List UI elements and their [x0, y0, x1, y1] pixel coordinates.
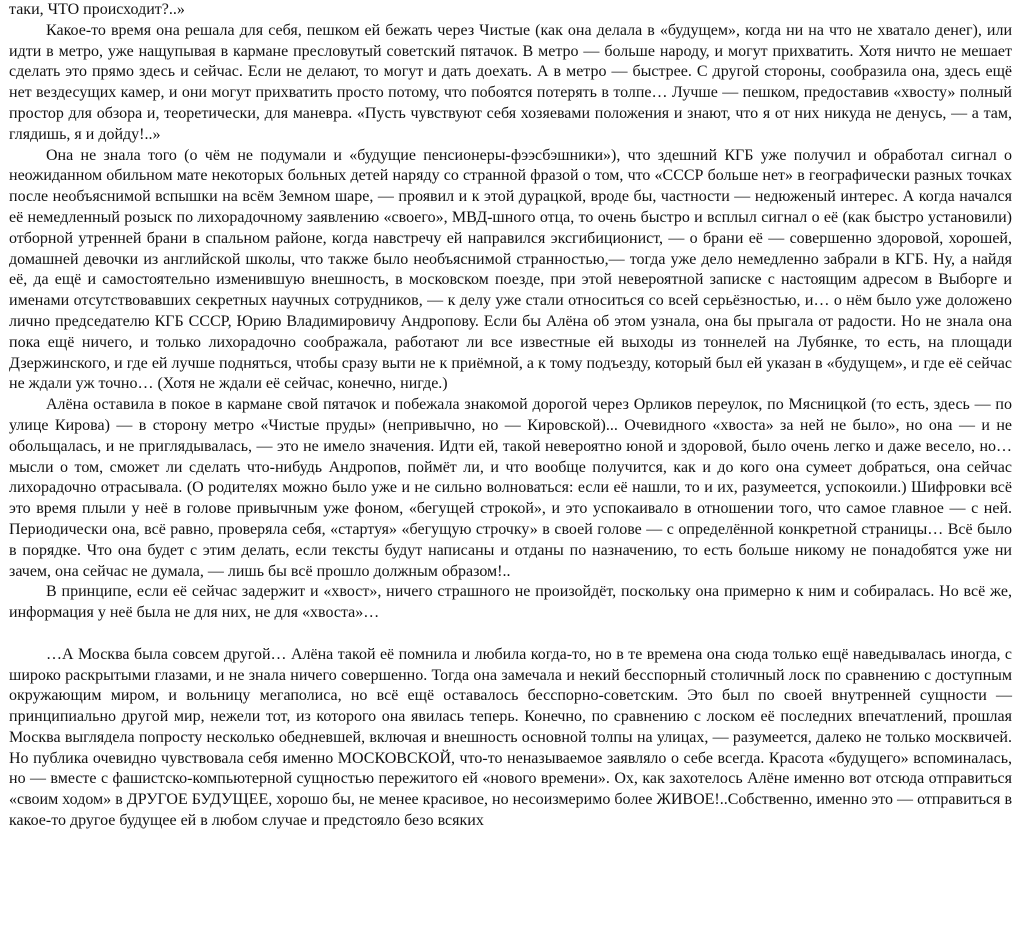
paragraph-1: таки, ЧТО происходит?..»: [9, 1, 185, 18]
paragraph-5: В принципе, если её сейчас задержит и «хвост», ничего страшного не произойдёт, поскольку она примерно к ним и собиралась. Но всё же, информация у неё была не для них, не для «хвоста»…: [9, 583, 1012, 622]
paragraph-6: …А Москва была совсем другой… Алёна такой её помнила и любила когда-то, но в те времена она сюда только ещё наведывалась иногда, с широко раскрытыми глазами, и не знала ничего совершенно. Тогда она замечала и некий бесспорный столичный лоск по сравнению с доступным окружающим миром, и вольницу мегаполиса, но всё ещё оставалось бесспорно-советским. Это был по своей внутренней сущности — принципиально другой мир, нежели тот, из которого она явилась теперь. Конечно, по сравнению с лоском её последних впечатлений, прошлая Москва выглядела попросту несколько обедневшей, включая и внешность основной толпы на улицах, — разумеется, далеко не только москвичей. Но публика очевидно чувствовала себя именно МОСКОВСКОЙ, что-то неназываемое заявляло о себе всегда. Красота «будущего» вспоминалась, но — вместе с фашистско-компьютерной сущностью пережитого ей «нового времени». Ох, как захотелось Алёне именно вот отсюда отправиться «своим ходом» в ДРУГОЕ БУДУЩЕЕ, хорошо бы, не менее красивое, но несоизмеримо более ЖИВОЕ!..Собственно, именно это — отправиться в какое-то другое будущее ей в любом случае и предстояло безо всяких: [9, 645, 1012, 830]
paragraph-4: Алёна оставила в покое в кармане свой пятачок и побежала знакомой дорогой через Орликов переулок, по Мясницкой (то есть, здесь — по улице Кирова) — в сторону метро «Чистые пруды» (непривычно, но — Кировской)... Очевидного «хвоста» за ней не было», но она — и не обольщалась, и не приглядывалась, — это не имело значения. Идти ей, такой невероятно юной и здоровой, было очень легко и даже весело, но… мысли о том, сможет ли сделать что-нибудь Андропов, поймёт ли, и что вообще получится, как и до кого она сумеет добраться, она сейчас лихорадочно отрасывала. (О родителях можно было уже и не сильно волноваться: если её нашли, то и их, разумеется, успокоили.) Шифровки всё это время плыли у неё в голове привычным уже фоном, «бегущей строкой», и это успокаивало в отношении того, что самое главное — с ней. Периодически она, всё равно, проверяла себя, «стартуя» «бегущую строчку» в своей голове — с определённой конкретной страницы… Всё было в порядке. Что она будет с этим делать, если тексты будут написаны и отданы по назначению, то есть больше никому не понадобятся уже ни зачем, она сейчас не думала, — лишь бы всё прошло должным образом!..: [9, 396, 1012, 580]
paragraph-3: Она не знала того (о чём не подумали и «будущие пенсионеры-фээсбэшники»), что здешний КГБ уже получил и обработал сигнал о неожиданном обильном мате некоторых больных детей наряду со странной фразой о том, что «СССР больше нет» в географически разных точках после необъяснимой вспышки на всём Земном шаре, — проявил и к этой дурацкой, вроде бы, частности — недюженый интерес. А когда начался её немедленный розыск по лихорадочному заявлению «своего», МВД-шного отца, то очень быстро и всплыл сигнал о её (как быстро установили) отборной утренней брани в спальном районе, когда навстречу ей направился эксгибиционист, — о брани её — совершенно здоровой, хорошей, домашней девочки из английской школы, что также было необъяснимой странностью,— тогда уже дело немедленно забрали в КГБ. Ну, а найдя её, да ещё и самостоятельно изменившую внешность, в московском поезде, при этой невероятной записке с настоящим адресом в Выборге и именами отсутствовавших секретных научных сотрудников, — к делу уже стали относиться со всей серьёзностью, и… о нём было уже доложено лично председателю КГБ СССР, Юрию Владимировичу Андропову. Если бы Алёна об этом узнала, она бы прыгала от радости. Но не знала она пока ещё ничего, и только лихорадочно соображала, работают ли все известные ей выходы из тоннелей на Лубянке, то есть, на площади Дзержинского, и где ей лучше подняться, чтобы сразу выти не к приёмной, а к тому подъезду, который был ей указан в «будущем», и где её сейчас не ждали уж точно… (Хотя не ждали её сейчас, конечно, нигде.): [9, 146, 1012, 393]
section-break: [9, 624, 1012, 645]
paragraph-2: Какое-то время она решала для себя, пешком ей бежать через Чистые (как она делала в «будущем», когда ни на что не хватало денег), или идти в метро, уже нащупывая в кармане пресловутый советский пятачок. В метро — больше народу, и могут прихватить. Хотя ничто не мешает сделать это прямо здесь и сейчас. Если не делают, то могут и дать доехать. А в метро — быстрее. С другой стороны, сообразила она, здесь ещё нет вездесущих камер, и они могут прихватить просто потому, что побоятся потерять в толпе… Лучше — пешком, предоставив «хвосту» полный простор для обзора и, теоретически, для маневра. «Пусть чувствуют себя хозяевами положения и знают, что я от них никуда не денусь, — а там, глядишь, я и дойду!..»: [9, 21, 1012, 143]
